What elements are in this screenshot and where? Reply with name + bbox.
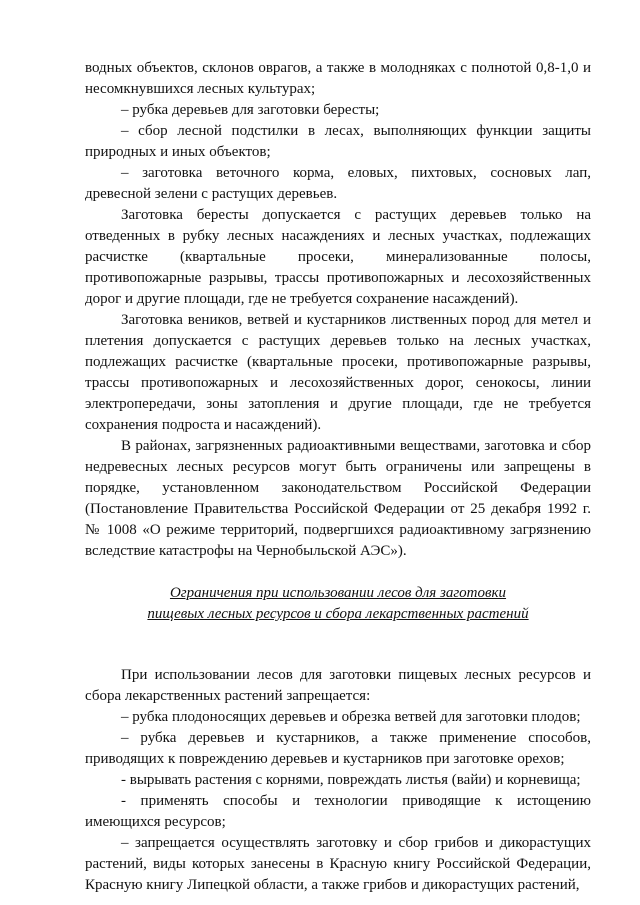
document-page: [85, 58, 591, 896]
section-heading-line-2: пищевых лесных ресурсов и сбора лекарственных растений: [147, 606, 529, 622]
paragraph-birch-bark: Заготовка бересты допускается с растущих деревьев только на отведенных в рубку лесных насаждениях и лесных участках, подлежащих расчистке (квартальные просеки, минерализованные полосы, противопожарные разрывы, трассы противопожарных и лесохозяйственных дорог и другие площади, где не требуется сохранение насаждений).: [85, 207, 591, 307]
list-item-depletion: - применять способы и технологии приводящие к истощению имеющихся ресурсов;: [85, 793, 591, 830]
section-heading: [85, 583, 591, 625]
paragraph-prohibitions-intro: При использовании лесов для заготовки пищевых лесных ресурсов и сбора лекарственных растений запрещается:: [85, 667, 591, 704]
paragraph-continuation: водных объектов, склонов оврагов, а также в молодняках с полнотой 0,8-1,0 и несомкнувшихся лесных культурах;: [85, 60, 591, 97]
list-item-nut-harvest: – рубка деревьев и кустарников, а также применение способов, приводящих к повреждению деревьев и кустарников при заготовке орехов;: [85, 730, 591, 767]
list-item-birch-bark-felling: – рубка деревьев для заготовки бересты;: [121, 102, 380, 118]
list-item-forest-litter: – сбор лесной подстилки в лесах, выполняющих функции защиты природных и иных объектов;: [85, 123, 591, 160]
list-item-uprooting: - вырывать растения с корнями, повреждать листья (вайи) и корневища;: [121, 772, 581, 788]
paragraph-radioactive-areas: В районах, загрязненных радиоактивными веществами, заготовка и сбор недревесных лесных ресурсов могут быть ограничены или запрещены в порядке, установленном законодательством Российской Федерации (Постановление Правительства Российской Федерации от 25 декабря 1992 г. № 1008 «О режиме территорий, подвергшихся радиоактивному загрязнению вследствие катастрофы на Чернобыльской АЭС»).: [85, 438, 591, 559]
list-item-red-book: – запрещается осуществлять заготовку и сбор грибов и дикорастущих растений, виды которых занесены в Красную книгу Российской Федерации, Красную книгу Липецкой области, а также грибов и дикорастущих растений,: [85, 835, 591, 893]
section-heading-line-1: Ограничения при использовании лесов для заготовки: [169, 585, 507, 601]
list-item-fruit-trees: – рубка плодоносящих деревьев и обрезка ветвей для заготовки плодов;: [121, 709, 581, 725]
list-item-branch-fodder: – заготовка веточного корма, еловых, пихтовых, сосновых лап, древесной зелени с растущих деревьев.: [85, 165, 591, 202]
paragraph-brooms-branches: Заготовка веников, ветвей и кустарников лиственных пород для метел и плетения допускается с растущих деревьев только на лесных участках, подлежащих расчистке (квартальные просеки, противопожарные разрывы, трассы противопожарных и лесохозяйственных дорог, сенокосы, линии электропередачи, зоны затопления и другие площади, где не требуется сохранения подроста и насаждений).: [85, 312, 591, 433]
